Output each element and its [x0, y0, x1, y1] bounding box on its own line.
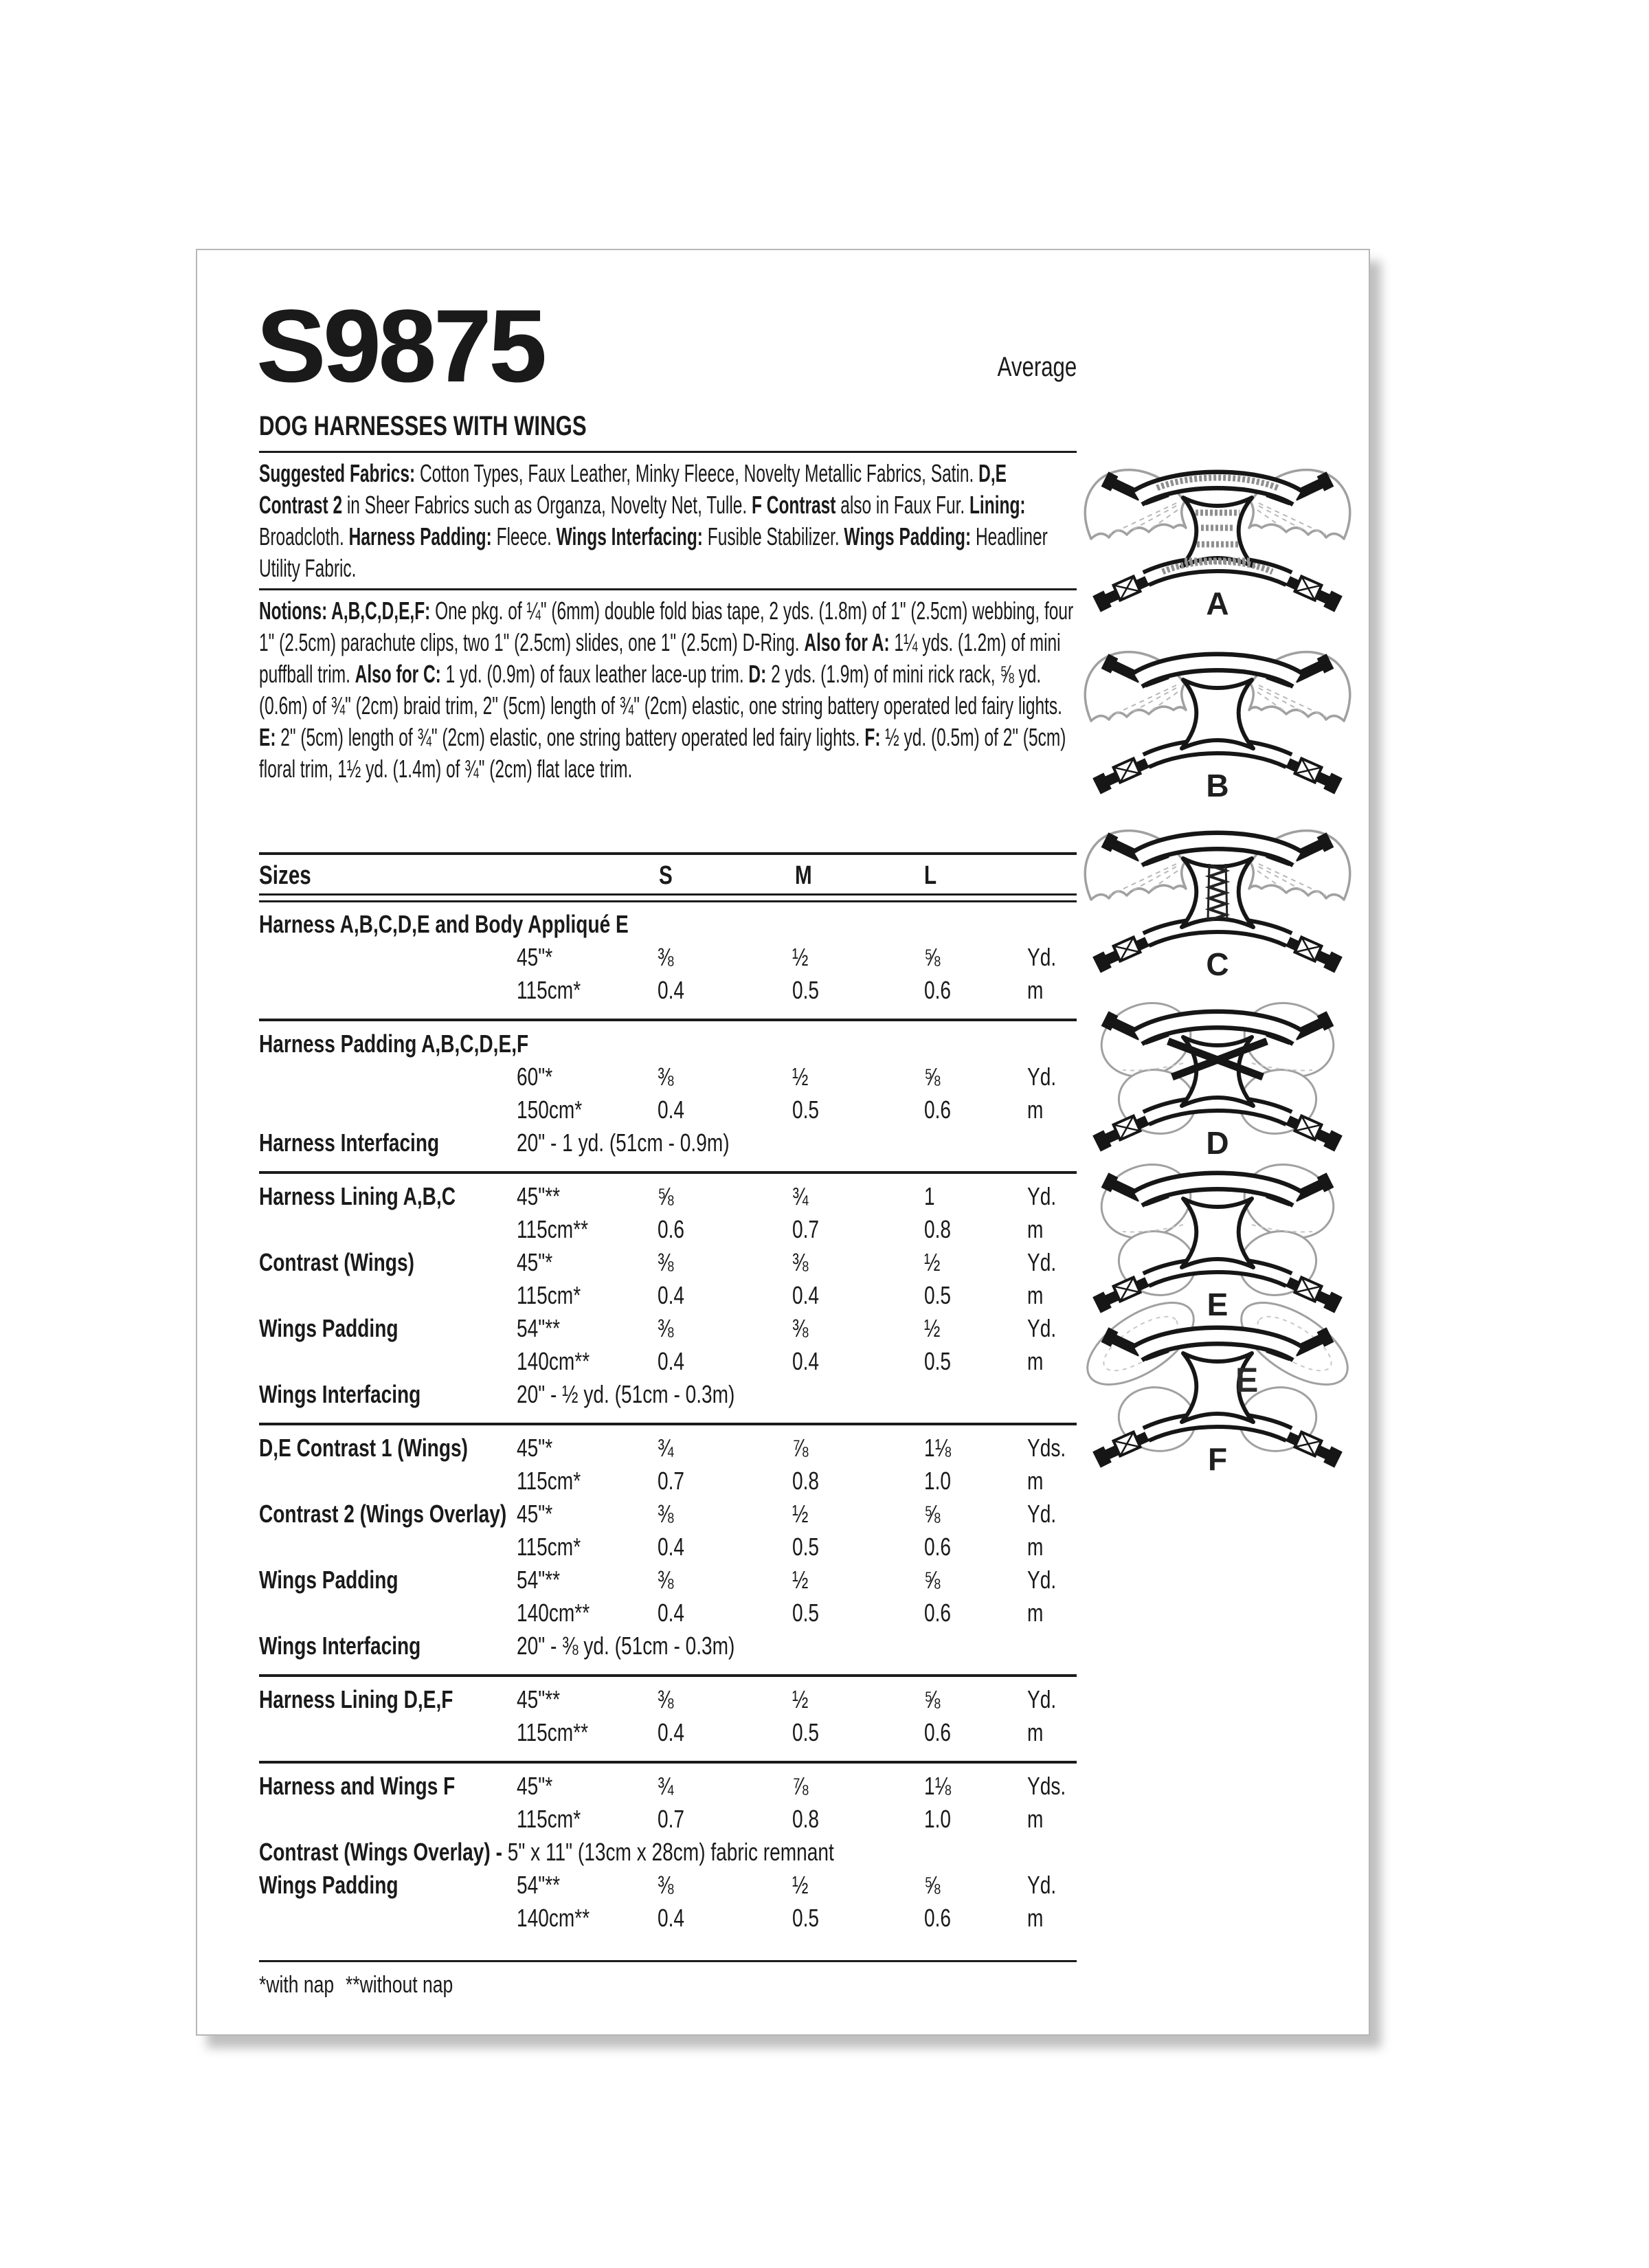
table-row-s2-r1-size-l-text: 0.8 — [924, 1215, 952, 1243]
table-row-s5-r3-size-l-text: ⅝ — [924, 1871, 941, 1899]
table-row-s1-r2-label-text: Harness Interfacing — [259, 1129, 440, 1157]
table-row-s2-r2-label-text: Contrast (Wings) — [259, 1248, 414, 1276]
table-row-s2-r2-size-s-text: ⅜ — [658, 1248, 674, 1276]
table-row-s1-r2-value-text: 20" - 1 yd. (51cm - 0.9m) — [517, 1129, 730, 1157]
notions-seg-10: F: — [864, 723, 886, 751]
table-row-s3-r2-size-s-text: ⅜ — [658, 1500, 674, 1528]
table-header-size-m: M — [795, 861, 812, 890]
table-row-s1-r1-size-m-text: 0.5 — [792, 1096, 820, 1124]
table-row-s0-r0-size-m-text: ½ — [792, 943, 809, 971]
table-row-s2-r3-width-text: 115cm* — [517, 1281, 581, 1309]
difficulty-rating: Average — [997, 352, 1077, 382]
table-row-s2-r2-size-l-text: ½ — [924, 1248, 941, 1276]
table-row-s3-r3-unit-text: m — [1027, 1533, 1044, 1561]
table-row-s1-r1-unit-text: m — [1027, 1096, 1044, 1124]
table-row-s3-r0-unit-text: Yds. — [1027, 1434, 1066, 1462]
notions-seg-4: Also for C: — [355, 660, 446, 688]
table-row-s3-r0-size-l-text: 1⅛ — [924, 1434, 952, 1462]
table-row-s5-r2: Contrast (Wings Overlay) - 5" x 11" (13cm x 28cm) fabric remnant — [259, 1838, 834, 1866]
table-row-s2-r2-unit-text: Yd. — [1027, 1248, 1057, 1276]
table-row-s3-r2-unit-text: Yd. — [1027, 1500, 1057, 1528]
table-row-s2-r6-value-text: 20" - ½ yd. (51cm - 0.3m) — [517, 1380, 735, 1408]
table-row-s3-r1-size-l-text: 1.0 — [924, 1467, 952, 1495]
table-row-s3-r3-size-l-text: 0.6 — [924, 1533, 952, 1561]
table-row-s2-r4-size-s-text: ⅜ — [658, 1314, 674, 1342]
notions-seg-0: Notions: A,B,C,D,E,F: — [259, 597, 436, 625]
notions-seg-2: Also for A: — [804, 628, 895, 656]
table-row-s3-r5-size-l-text: 0.6 — [924, 1599, 952, 1627]
table-row-s2-r4-label-text: Wings Padding — [259, 1314, 399, 1342]
table-row-s4-r0-width-text: 45"** — [517, 1685, 561, 1713]
notions-seg-3: 1¼ yds. (1.2m) of mini puffball trim. — [259, 628, 1061, 688]
section-title-0-text: Harness A,B,C,D,E and Body Appliqué E — [259, 910, 629, 938]
table-row-s3-r4-unit-text: Yd. — [1027, 1566, 1057, 1594]
table-row-s3-r3-size-m-text: 0.5 — [792, 1533, 820, 1561]
table-row-s2-r0-size-m-text: ¾ — [792, 1182, 809, 1210]
table-row-s1-r0-size-m-text: ½ — [792, 1063, 809, 1091]
table-row-s5-r0-width-text: 45"* — [517, 1772, 553, 1800]
style-letter-label: F — [1207, 1441, 1228, 1477]
table-row-s2-r1-size-s-text: 0.6 — [658, 1215, 685, 1243]
harness-illustration-a — [1080, 443, 1355, 621]
style-letter-label: A — [1206, 586, 1229, 621]
table-row-s5-r0-size-m-text: ⅞ — [792, 1772, 809, 1800]
fabrics-seg-0: Suggested Fabrics: — [259, 459, 420, 487]
footnote-with-nap: *with nap — [259, 1972, 335, 1998]
notions-seg-9: 2" (5cm) length of ¾" (2cm) elastic, one string battery operated led fairy lights. — [280, 723, 865, 751]
harness-illustration-e — [1080, 1144, 1355, 1322]
table-row-s3-r3-width-text: 115cm* — [517, 1533, 581, 1561]
fabrics-seg-8: Harness Padding: — [348, 522, 497, 551]
harness-illustration-c — [1080, 803, 1355, 982]
table-row-s5-r1-size-m-text: 0.8 — [792, 1805, 820, 1833]
table-row-s0-r1-width-text: 115cm* — [517, 976, 581, 1004]
table-row-s1-r0-unit-text: Yd. — [1027, 1063, 1057, 1091]
table-row-s4-r0-size-s-text: ⅜ — [658, 1685, 674, 1713]
table-row-s0-r1-size-l-text: 0.6 — [924, 976, 952, 1004]
table-row-s3-r0-size-s-text: ¾ — [658, 1434, 674, 1462]
notions-seg-5: 1 yd. (0.9m) of faux leather lace-up trim. — [445, 660, 749, 688]
table-row-s3-r0-width-text: 45"* — [517, 1434, 553, 1462]
notions-seg-7: 2 yds. (1.9m) of mini rick rack, ⅝ yd. (0.6m) of ¾" (2cm) braid trim, 2" (5cm) length of ¾" (2cm) elastic, one string battery operated led fairy lights. — [259, 660, 1062, 720]
pattern-title: DOG HARNESSES WITH WINGS — [259, 411, 587, 441]
fabrics-seg-1: Cotton Types, Faux Leather, Minky Fleece, Novelty Metallic Fabrics, Satin. — [419, 459, 979, 487]
fabrics-seg-11: Fusible Stabilizer. — [707, 522, 844, 551]
table-row-s2-r4-size-m-text: ⅜ — [792, 1314, 809, 1342]
table-row-s2-r5-size-m-text: 0.4 — [792, 1347, 820, 1375]
fabrics-seg-5: also in Faux Fur. — [840, 491, 969, 519]
table-row-s4-r1-size-m-text: 0.5 — [792, 1718, 820, 1746]
table-row-s4-r1-size-s-text: 0.4 — [658, 1718, 685, 1746]
table-row-s5-r4-width-text: 140cm** — [517, 1904, 590, 1932]
harness-illustration-f — [1080, 1298, 1355, 1477]
table-row-s5-r0-unit-text: Yds. — [1027, 1772, 1066, 1800]
table-row-s2-r5-width-text: 140cm** — [517, 1347, 590, 1375]
table-row-s5-r3-width-text: 54"** — [517, 1871, 561, 1899]
table-row-s5-r4-size-m-text: 0.5 — [792, 1904, 820, 1932]
table-row-s4-r0-unit-text: Yd. — [1027, 1685, 1057, 1713]
table-row-s3-r2-size-l-text: ⅝ — [924, 1500, 941, 1528]
notions-seg-11: ½ yd. (0.5m) of 2" (5cm) floral trim, 1½ yd. (1.4m) of ¾" (2cm) flat lace trim. — [259, 723, 1066, 783]
table-header-sizes: Sizes — [259, 861, 311, 890]
footnote-without-nap: **without nap — [346, 1972, 453, 1998]
table-row-s3-r4-size-s-text: ⅜ — [658, 1566, 674, 1594]
table-row-s5-r3-label-text: Wings Padding — [259, 1871, 399, 1899]
fabrics-seg-6: Lining: — [969, 491, 1026, 519]
harness-bands — [1138, 1336, 1297, 1435]
table-row-s3-r3-size-s-text: 0.4 — [658, 1533, 685, 1561]
table-row-s5-r3-size-s-text: ⅜ — [658, 1871, 674, 1899]
style-illustrations — [197, 250, 1369, 2034]
table-row-s3-r1-size-s-text: 0.7 — [658, 1467, 685, 1495]
table-row-s0-r0-size-l-text: ⅝ — [924, 943, 941, 971]
table-row-s2-r3-unit-text: m — [1027, 1281, 1044, 1309]
table-row-s5-r0-size-s-text: ¾ — [658, 1772, 674, 1800]
table-row-s1-r0-size-s-text: ⅜ — [658, 1063, 674, 1091]
table-row-s3-r2-size-m-text: ½ — [792, 1500, 809, 1528]
table-row-s3-r0-label-text: D,E Contrast 1 (Wings) — [259, 1434, 468, 1462]
table-row-s3-r4-size-m-text: ½ — [792, 1566, 809, 1594]
table-row-s2-r2-size-m-text: ⅜ — [792, 1248, 809, 1276]
table-row-s5-r1-size-s-text: 0.7 — [658, 1805, 685, 1833]
table-row-s2-r3-size-l-text: 0.5 — [924, 1281, 952, 1309]
table-row-s0-r0-unit-text: Yd. — [1027, 943, 1057, 971]
style-letter-label: D — [1206, 1125, 1229, 1161]
harness-illustration-b — [1080, 625, 1355, 803]
table-header-size-s: S — [659, 861, 673, 890]
table-row-s5-r4-size-l-text: 0.6 — [924, 1904, 952, 1932]
table-row-s2-r0-width-text: 45"** — [517, 1182, 561, 1210]
table-row-s0-r1-unit-text: m — [1027, 976, 1044, 1004]
table-row-s4-r0-size-m-text: ½ — [792, 1685, 809, 1713]
table-row-s5-r1-unit-text: m — [1027, 1805, 1044, 1833]
table-row-s0-r1-size-s-text: 0.4 — [658, 976, 685, 1004]
table-row-s2-r4-size-l-text: ½ — [924, 1314, 941, 1342]
table-row-s4-r1-unit-text: m — [1027, 1718, 1044, 1746]
notions-seg-6: D: — [748, 660, 772, 688]
fabrics-seg-7: Broadcloth. — [259, 522, 349, 551]
table-row-s3-r1-size-m-text: 0.8 — [792, 1467, 820, 1495]
table-row-s5-r3-size-m-text: ½ — [792, 1871, 809, 1899]
table-row-s2-r0-unit-text: Yd. — [1027, 1182, 1057, 1210]
table-row-s3-r2-label-text: Contrast 2 (Wings Overlay) — [259, 1500, 507, 1528]
table-row-s2-r1-width-text: 115cm** — [517, 1215, 589, 1243]
table-row-s3-r4-label-text: Wings Padding — [259, 1566, 399, 1594]
table-header-size-l: L — [924, 861, 937, 890]
style-letter-label: B — [1206, 768, 1229, 803]
table-row-s5-r1-size-l-text: 1.0 — [924, 1805, 952, 1833]
body-applique-letter: E — [1235, 1361, 1259, 1399]
table-row-s1-r1-size-l-text: 0.6 — [924, 1096, 952, 1124]
fabrics-seg-9: Fleece. — [496, 522, 557, 551]
table-row-s5-r1-width-text: 115cm* — [517, 1805, 581, 1833]
table-row-s3-r5-width-text: 140cm** — [517, 1599, 590, 1627]
table-row-s5-r0-size-l-text: 1⅛ — [924, 1772, 952, 1800]
table-row-s0-r0-width-text: 45"* — [517, 943, 553, 971]
fabrics-seg-10: Wings Interfacing: — [556, 522, 708, 551]
table-row-s2-r5-unit-text: m — [1027, 1347, 1044, 1375]
table-row-s5-r0-label-text: Harness and Wings F — [259, 1772, 456, 1800]
pattern-number: S9875 — [256, 288, 544, 403]
section-title-1-text: Harness Padding A,B,C,D,E,F — [259, 1030, 529, 1058]
table-row-s2-r0-label-text: Harness Lining A,B,C — [259, 1182, 456, 1210]
table-row-s3-r4-size-l-text: ⅝ — [924, 1566, 941, 1594]
table-row-s2-r4-width-text: 54"** — [517, 1314, 561, 1342]
table-row-s2-r0-size-l-text: 1 — [924, 1182, 935, 1210]
table-row-s2-r5-size-l-text: 0.5 — [924, 1347, 952, 1375]
style-letter-label: E — [1207, 1287, 1229, 1322]
table-row-s4-r0-label-text: Harness Lining D,E,F — [259, 1685, 453, 1713]
fabrics-seg-12: Wings Padding: — [844, 522, 976, 551]
table-row-s3-r1-unit-text: m — [1027, 1467, 1044, 1495]
table-row-s1-r0-width-text: 60"* — [517, 1063, 553, 1091]
table-row-s5-r3-unit-text: Yd. — [1027, 1871, 1057, 1899]
table-row-s4-r1-size-l-text: 0.6 — [924, 1718, 952, 1746]
table-row-s5-r4-size-s-text: 0.4 — [658, 1904, 685, 1932]
fabrics-seg-3: in Sheer Fabrics such as Organza, Novelty Net, Tulle. — [346, 491, 752, 519]
table-row-s3-r0-size-m-text: ⅞ — [792, 1434, 809, 1462]
fabrics-seg-2: D,E Contrast 2 — [259, 459, 1007, 519]
table-row-s0-r0-size-s-text: ⅜ — [658, 943, 674, 971]
notions-seg-8: E: — [259, 723, 281, 751]
table-row-s2-r6-label-text: Wings Interfacing — [259, 1380, 421, 1408]
harness-bands — [1138, 663, 1297, 761]
pattern-envelope-back — [196, 249, 1370, 2036]
table-row-s2-r1-size-m-text: 0.7 — [792, 1215, 820, 1243]
table-row-s3-r5-size-s-text: 0.4 — [658, 1599, 685, 1627]
fabrics-seg-13: Headliner Utility Fabric. — [259, 522, 1048, 582]
table-row-s4-r1-width-text: 115cm** — [517, 1718, 589, 1746]
table-row-s3-r6-value-text: 20" - ⅜ yd. (51cm - 0.3m) — [517, 1632, 735, 1660]
table-row-s3-r2-width-text: 45"* — [517, 1500, 553, 1528]
table-row-s3-r4-width-text: 54"** — [517, 1566, 561, 1594]
table-row-s0-r1-size-m-text: 0.5 — [792, 976, 820, 1004]
table-row-s2-r3-size-m-text: 0.4 — [792, 1281, 820, 1309]
table-row-s1-r0-size-l-text: ⅝ — [924, 1063, 941, 1091]
table-row-s2-r5-size-s-text: 0.4 — [658, 1347, 685, 1375]
table-row-s3-r1-width-text: 115cm* — [517, 1467, 581, 1495]
table-row-s4-r0-size-l-text: ⅝ — [924, 1685, 941, 1713]
fabrics-seg-4: F Contrast — [752, 491, 841, 519]
table-row-s1-r1-size-s-text: 0.4 — [658, 1096, 685, 1124]
table-row-s2-r1-unit-text: m — [1027, 1215, 1044, 1243]
harness-illustration-d — [1080, 982, 1355, 1161]
table-row-s1-r1-width-text: 150cm* — [517, 1096, 583, 1124]
table-row-s2-r0-size-s-text: ⅝ — [658, 1182, 674, 1210]
table-row-s3-r6-label-text: Wings Interfacing — [259, 1632, 421, 1660]
table-row-s3-r5-unit-text: m — [1027, 1599, 1044, 1627]
notions-seg-1: One pkg. of ¼" (6mm) double fold bias tape, 2 yds. (1.8m) of 1" (2.5cm) webbing, four 1" (2.5cm) parachute clips, two 1" (2.5cm) slides, one 1" (2.5cm) D-Ring. — [259, 597, 1074, 656]
style-letter-label: C — [1206, 946, 1229, 982]
table-row-s3-r5-size-m-text: 0.5 — [792, 1599, 820, 1627]
table-row-s2-r4-unit-text: Yd. — [1027, 1314, 1057, 1342]
table-row-s5-r4-unit-text: m — [1027, 1904, 1044, 1932]
table-row-s2-r3-size-s-text: 0.4 — [658, 1281, 685, 1309]
table-row-s2-r2-width-text: 45"* — [517, 1248, 553, 1276]
